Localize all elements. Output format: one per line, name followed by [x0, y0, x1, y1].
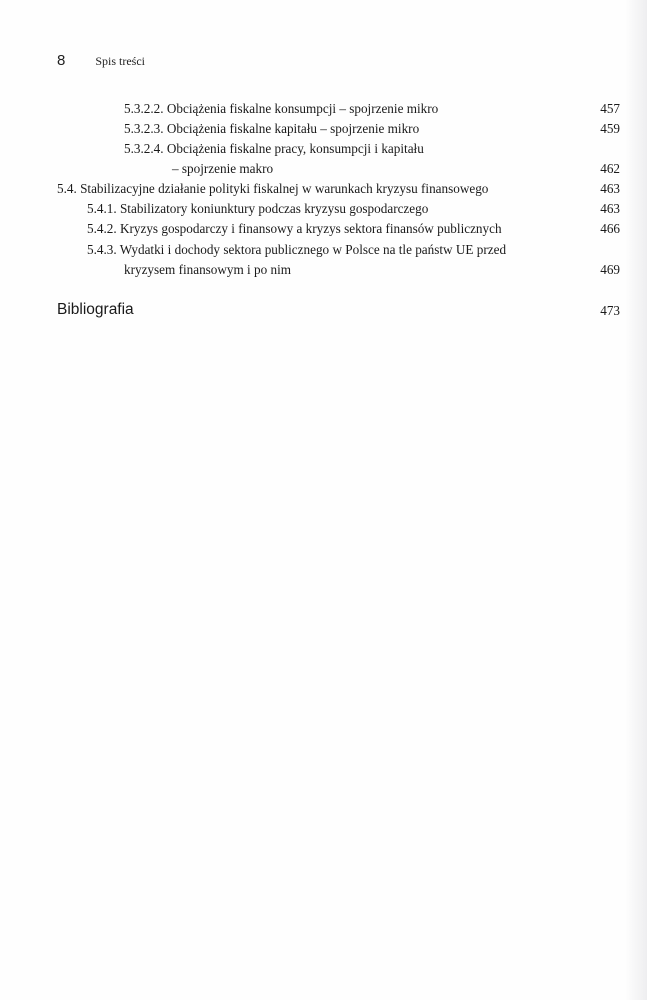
- toc-entry-5-3-2-3: [124, 120, 419, 138]
- toc-entry-number: 5.3.2.2.: [124, 101, 164, 116]
- page-header: [57, 52, 145, 72]
- toc-entry-page: 466: [600, 221, 620, 236]
- toc-entry-title: Kryzys gospodarczy i finansowy a kryzys sektora finansów publicznych: [119, 221, 502, 236]
- toc-entry-title: Obciążenia fiskalne kapitału – spojrzenie mikro: [166, 121, 420, 136]
- toc-entry-5-4: [57, 180, 488, 198]
- toc-entry-number: 5.4.3.: [87, 242, 117, 257]
- toc-entry-5-3-2-2: [124, 100, 438, 118]
- toc-entry-page: 457: [600, 101, 620, 116]
- toc-entry-page: 463: [600, 181, 620, 196]
- toc-entry-number: 5.4.: [57, 181, 77, 196]
- toc-entry-title: Stabilizacyjne działanie polityki fiskalnej w warunkach kryzysu finansowego: [80, 181, 489, 196]
- running-title: Spis treści: [95, 54, 146, 68]
- toc-entry-title: Wydatki i dochody sektora publicznego w Polsce na tle państw UE przed: [119, 242, 507, 257]
- toc-entry-page: 462: [600, 161, 620, 176]
- page-number: 8: [57, 52, 66, 69]
- toc-entry-number: 5.3.2.4.: [124, 141, 164, 156]
- toc-entry-5-4-3-continuation: kryzysem finansowym i po nim: [124, 262, 292, 277]
- toc-entry-5-3-2-4-continuation: – spojrzenie makro: [172, 161, 274, 176]
- toc-entry-title: Stabilizatory koniunktury podczas kryzysu gospodarczego: [119, 201, 429, 216]
- toc-entry-bibliography: Bibliografia: [57, 301, 134, 318]
- toc-entry-number: 5.3.2.3.: [124, 121, 164, 136]
- toc-entry-title: Obciążenia fiskalne pracy, konsumpcji i kapitału: [166, 141, 424, 156]
- toc-entry-number: 5.4.2.: [87, 221, 117, 236]
- page-edge-shadow: [625, 0, 647, 1000]
- toc-entry-page: 459: [600, 121, 620, 136]
- toc-entry-number: 5.4.1.: [87, 201, 117, 216]
- toc-entry-5-3-2-4: [124, 140, 424, 158]
- toc-entry-page: 473: [600, 303, 620, 318]
- toc-entry-5-4-3: [87, 241, 506, 259]
- toc-entry-5-4-1: [87, 200, 428, 218]
- toc-entry-page: 463: [600, 201, 620, 216]
- toc-entry-title: Obciążenia fiskalne konsumpcji – spojrzenie mikro: [166, 101, 439, 116]
- toc-entry-5-4-2: [87, 220, 502, 238]
- toc-entry-page: 469: [600, 262, 620, 277]
